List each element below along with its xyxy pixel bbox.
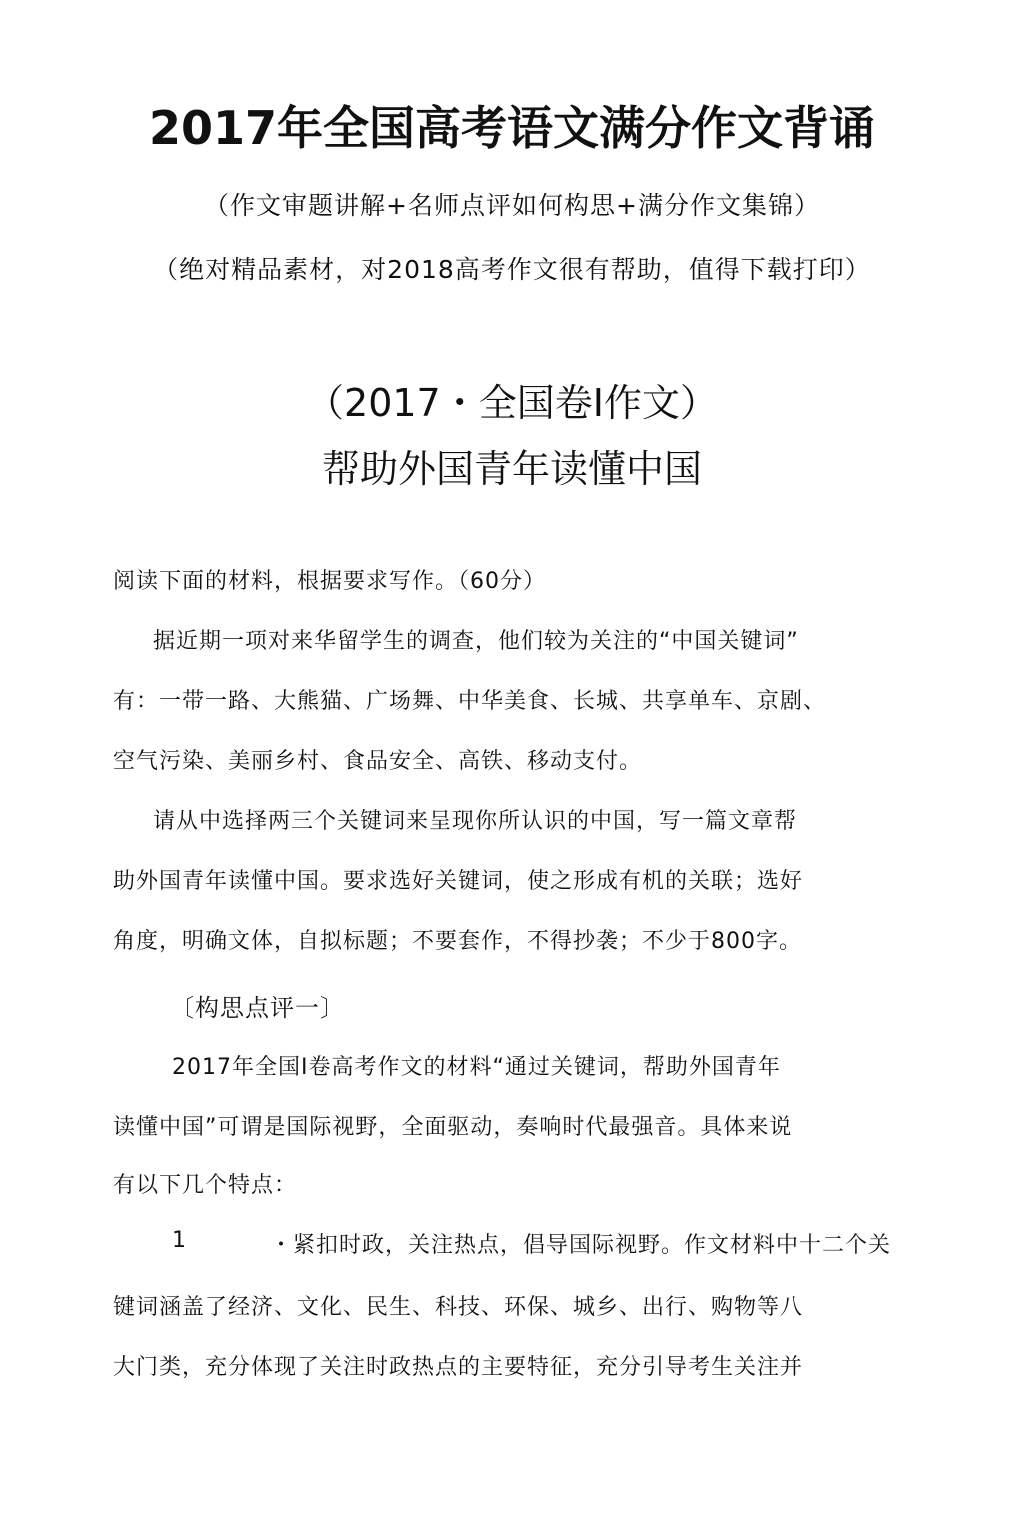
paragraph-line: 2017年全国Ⅰ卷高考作文的材料“通过关键词，帮助外国青年 (172, 1055, 781, 1080)
paragraph-line: 角度，明确文体，自拟标题；不要套作，不得抄袭；不少于800字。 (113, 929, 802, 954)
section-title: 帮助外国青年读懂中国 (321, 447, 702, 491)
paragraph-line: 助外国青年读懂中国。要求选好关键词，使之形成有机的关联；选好 (113, 869, 804, 894)
paragraph-line: 请从中选择两三个关键词来呈现你所认识的中国，写一篇文章帮 (153, 809, 798, 834)
paragraph-line: 有：一带一路、大熊猫、广场舞、中华美食、长城、共享单车、京剧、 (113, 689, 827, 714)
list-number: 1 (172, 1228, 187, 1253)
paragraph-line: 据近期一项对来华留学生的调查，他们较为关注的“中国关键词” (153, 629, 799, 654)
paragraph-line: ・紧扣时政，关注热点，倡导国际视野。作文材料中十二个关 (270, 1233, 892, 1258)
document-title: 2017年全国高考语文满分作文背诵 (148, 101, 876, 155)
paragraph-line: 空气污染、美丽乡村、食品安全、高铁、移动支付。 (113, 749, 643, 774)
paragraph-line: 阅读下面的材料，根据要求写作。（60分） (113, 569, 546, 594)
subtitle-line-1: （作文审题讲解+名师点评如何构思+满分作文集锦） (204, 191, 820, 220)
subtitle-line-2: （绝对精品素材，对2018高考作文很有帮助，值得下载打印） (153, 255, 871, 284)
commentary-heading: 〔构思点评一〕 (170, 994, 345, 1022)
paragraph-line: 键词涵盖了经济、文化、民生、科技、环保、城乡、出行、购物等八 (113, 1295, 804, 1320)
section-heading: （2017・全国卷I作文） (306, 381, 718, 425)
paragraph-line: 有以下几个特点： (113, 1173, 298, 1198)
paragraph-line: 读懂中国”可谓是国际视野，全面驱动，奏响时代最强音。具体来说 (113, 1115, 793, 1140)
paragraph-line: 大门类，充分体现了关注时政热点的主要特征，充分引导考生关注并 (113, 1355, 804, 1380)
